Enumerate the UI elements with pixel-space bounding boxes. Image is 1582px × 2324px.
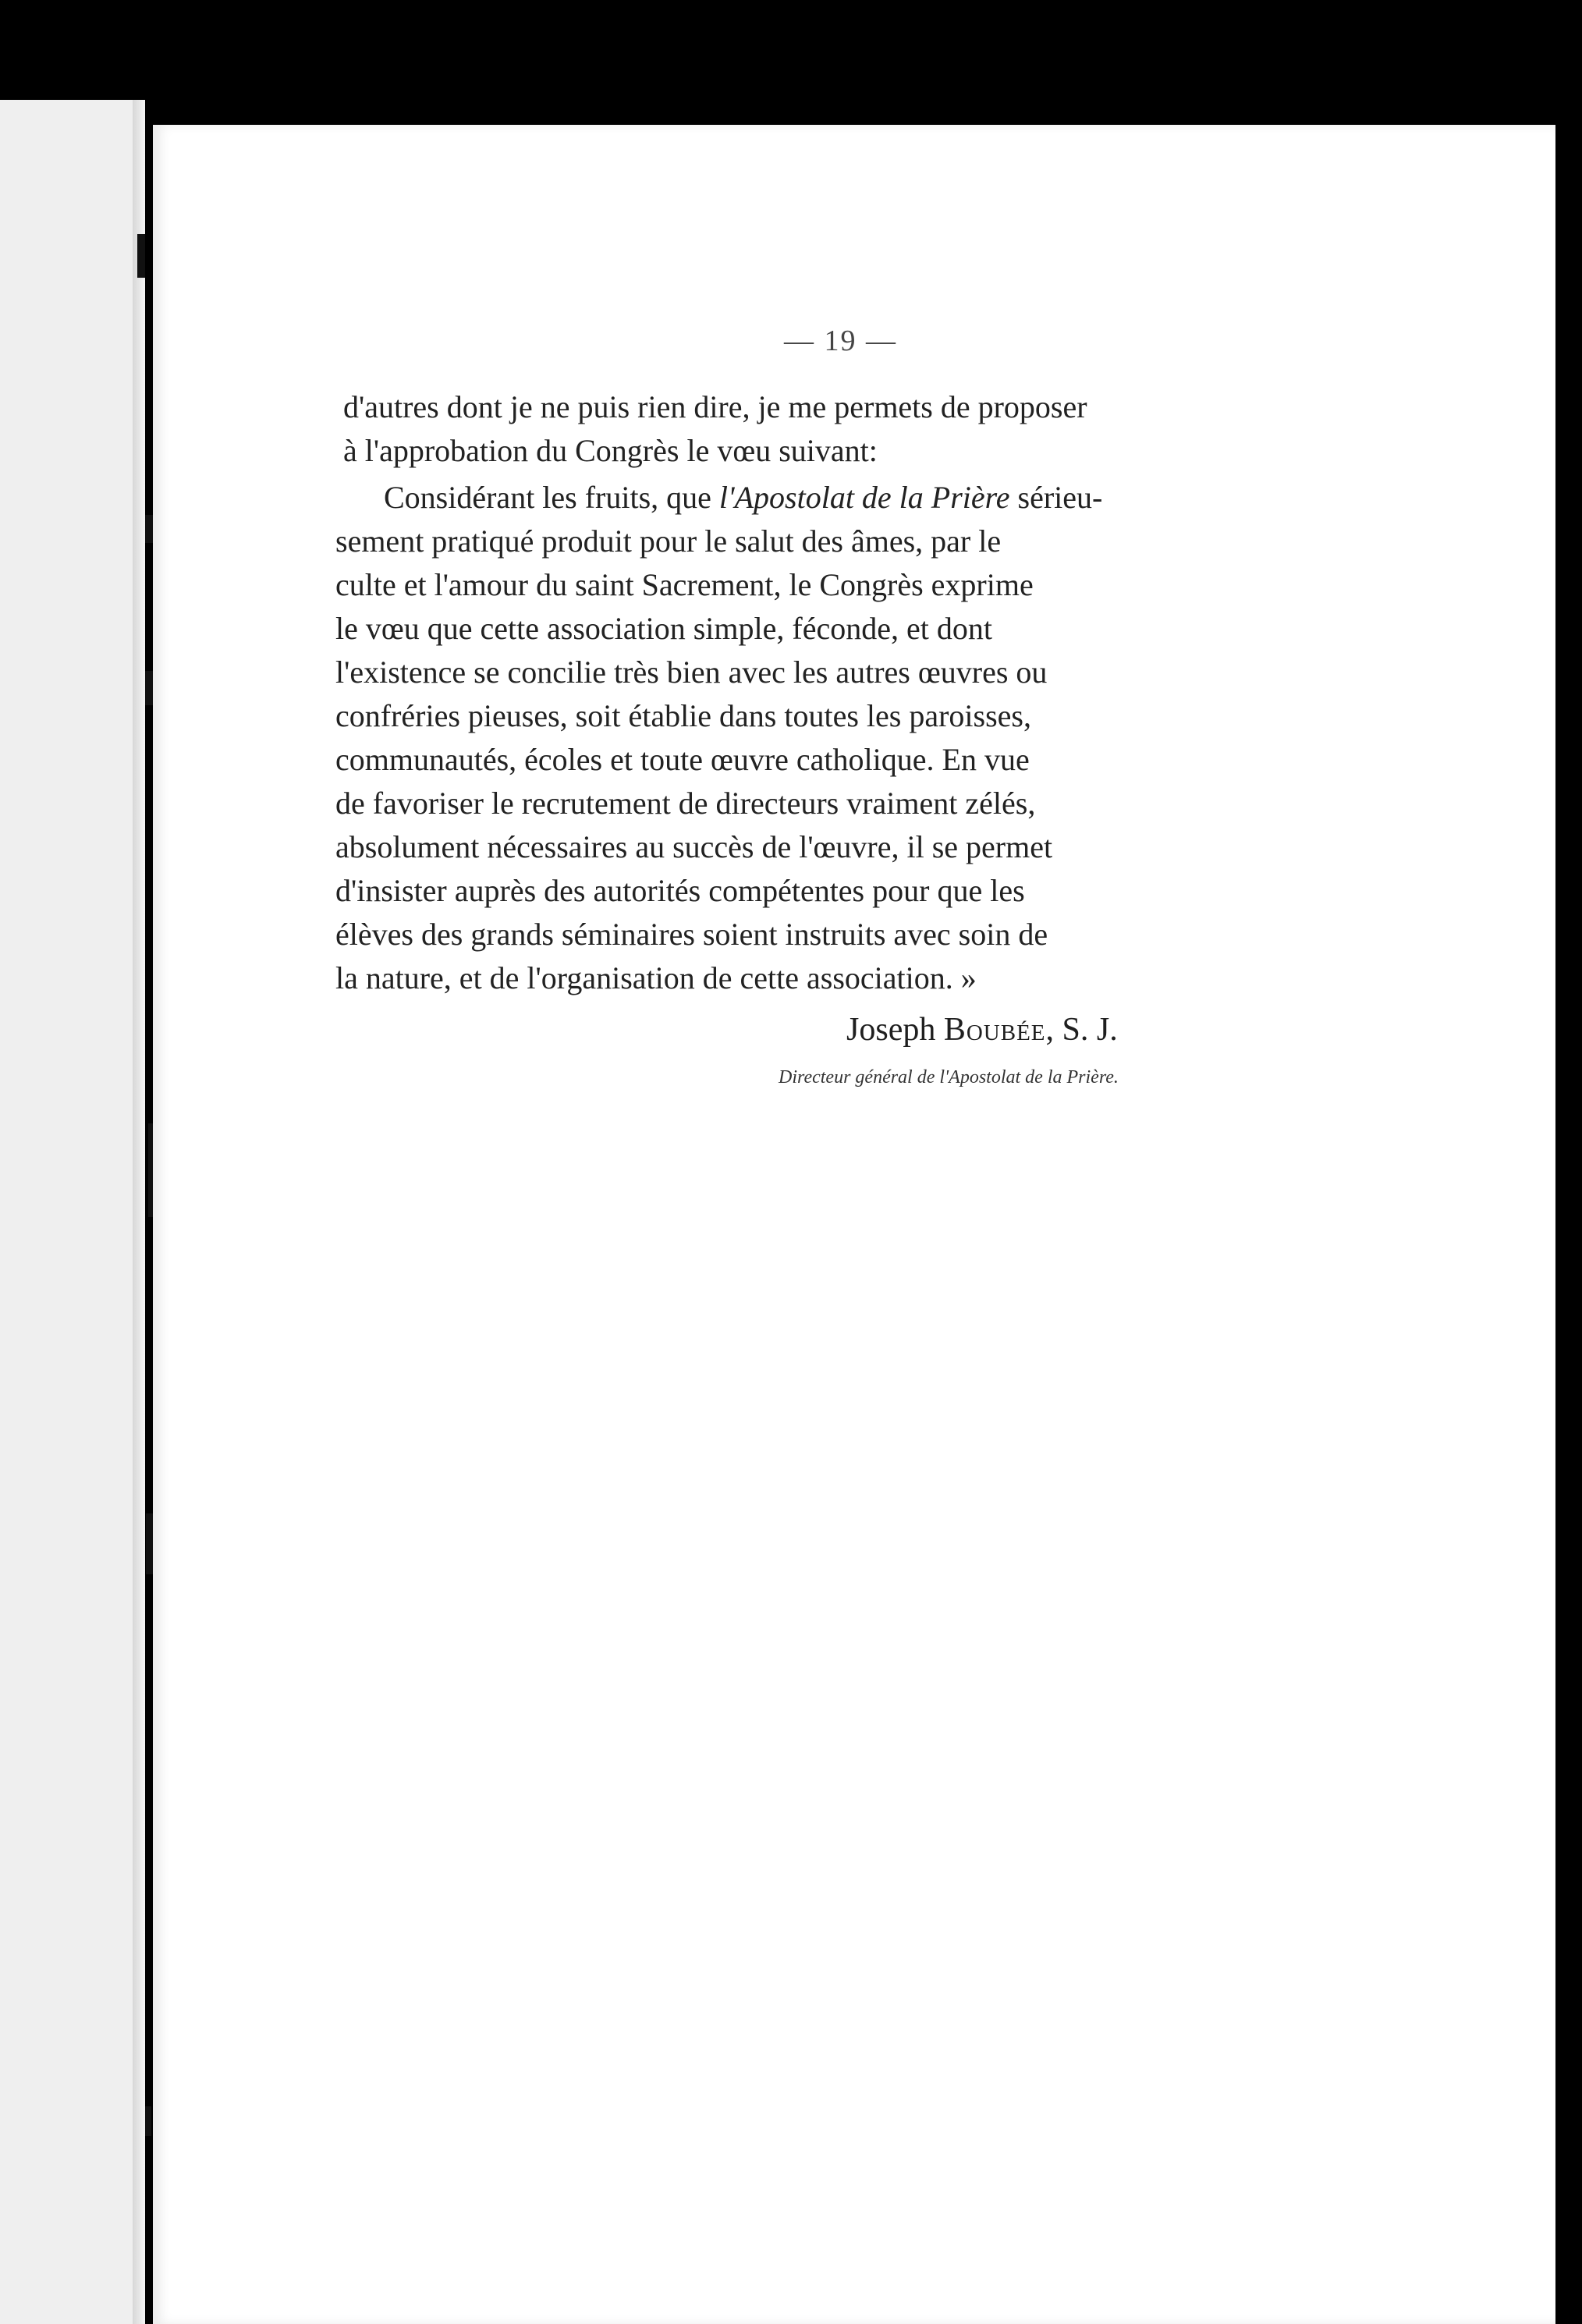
text-line: absolument nécessaires au succès de l'œuvre, il se permet — [335, 829, 1053, 864]
binding-mark — [137, 234, 145, 278]
text-line: à l'approbation du Congrès le vœu suivant: — [343, 433, 878, 468]
page-gutter-shadow — [133, 100, 145, 2324]
text-line: culte et l'amour du saint Sacrement, le Congrès exprime — [335, 567, 1034, 602]
author-signature — [846, 1011, 1118, 1048]
text-line: d'autres dont je ne puis rien dire, je me permets de proposer — [343, 389, 1087, 424]
binding-mark — [145, 515, 153, 543]
text-prefix: Considérant les fruits, que — [384, 480, 719, 515]
text-line: la nature, et de l'organisation de cette association. » — [335, 960, 977, 995]
italic-title: l'Apostolat de la Prière — [718, 480, 1010, 515]
text-line: confréries pieuses, soit établie dans toutes les paroisses, — [335, 698, 1031, 733]
author-first-name: Joseph — [846, 1012, 944, 1048]
text-line: l'existence se concilie très bien avec les autres œuvres ou — [335, 655, 1048, 690]
text-line: le vœu que cette association simple, féconde, et dont — [335, 611, 992, 646]
text-line: élèves des grands séminaires soient instruits avec soin de — [335, 917, 1048, 952]
main-paragraph — [335, 476, 1102, 1000]
opening-paragraph — [343, 385, 1087, 473]
binding-mark — [145, 2106, 151, 2136]
text-line: sement pratiqué produit pour le salut des âmes, par le — [335, 523, 1002, 559]
text-line-with-italic — [335, 476, 1102, 520]
text-line: de favoriser le recrutement de directeurs vraiment zélés, — [335, 786, 1036, 821]
page-number: — 19 — — [784, 325, 897, 357]
author-suffix: , S. J. — [1045, 1012, 1118, 1048]
binding-mark — [145, 671, 153, 705]
author-role: Directeur général de l'Apostolat de la Prière. — [779, 1067, 1119, 1087]
text-suffix: sérieu- — [1009, 480, 1103, 515]
author-surname: Boubée — [943, 1012, 1046, 1048]
text-line: communautés, écoles et toute œuvre catholique. En vue — [335, 742, 1030, 777]
text-line: d'insister auprès des autorités compétentes pour que les — [335, 873, 1025, 908]
previous-page-edge — [0, 100, 144, 2324]
